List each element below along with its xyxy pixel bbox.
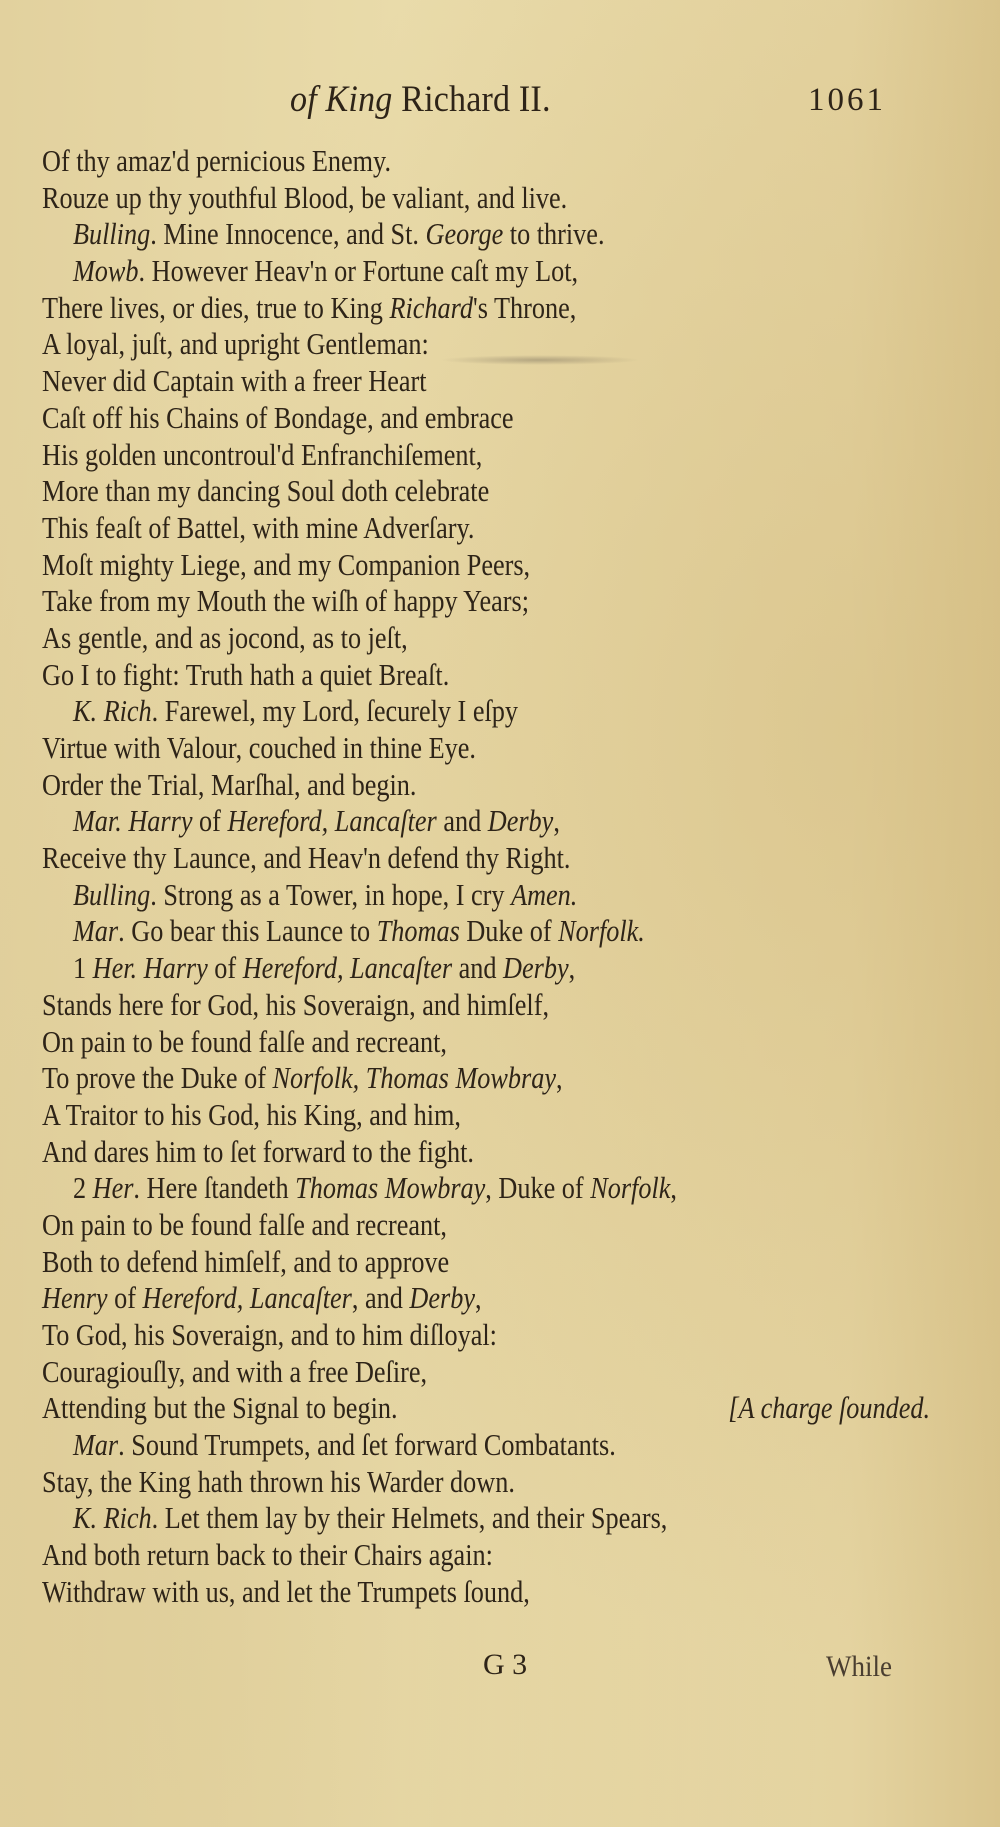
roman-text: Duke of bbox=[459, 914, 559, 949]
running-head bbox=[0, 78, 1000, 128]
roman-text: . Mine Innocence, and St. bbox=[150, 217, 426, 252]
page-number: 1061 bbox=[808, 82, 886, 118]
italic-text: Derby bbox=[487, 804, 554, 839]
text-line bbox=[42, 657, 842, 694]
text-line bbox=[42, 1244, 842, 1281]
roman-text: To God, his Soveraign, and to him diſloyal: bbox=[42, 1318, 497, 1352]
text-line bbox=[42, 437, 842, 474]
roman-text: . Let them lay by their Helmets, and their Spears, bbox=[151, 1501, 668, 1536]
text-block bbox=[42, 143, 972, 1611]
roman-text: To prove the Duke of bbox=[42, 1061, 273, 1096]
text-line bbox=[42, 1207, 842, 1244]
roman-text: Stay, the King hath thrown his Warder down. bbox=[42, 1464, 515, 1499]
text-line bbox=[42, 730, 842, 767]
text-line bbox=[42, 950, 842, 987]
text-line bbox=[42, 326, 842, 363]
text-line bbox=[42, 1390, 931, 1427]
italic-text: Thomas Mowbray bbox=[295, 1171, 486, 1206]
roman-text: Take from my Mouth the wiſh of happy Years; bbox=[42, 584, 530, 619]
roman-text: , bbox=[553, 804, 560, 839]
text-line bbox=[42, 216, 842, 253]
italic-text: Bulling bbox=[72, 217, 151, 252]
text-line bbox=[42, 1464, 842, 1501]
italic-text: Thomas bbox=[376, 914, 460, 949]
roman-text: Never did Captain with a freer Heart bbox=[42, 364, 427, 399]
text-line bbox=[42, 1537, 842, 1574]
roman-text: And dares him to ſet forward to the fight. bbox=[42, 1134, 474, 1169]
italic-text: Richard bbox=[389, 290, 474, 325]
roman-text: Stands here for God, his Soveraign, and himſelf, bbox=[42, 987, 550, 1022]
roman-text: Moſt mighty Liege, and my Companion Peers, bbox=[42, 547, 531, 582]
text-line bbox=[42, 473, 842, 510]
text-line bbox=[42, 913, 842, 950]
italic-text: Hereford, Lancaſter bbox=[227, 804, 437, 839]
text-line bbox=[42, 1097, 842, 1134]
signature-mark: G 3 bbox=[483, 1648, 528, 1681]
roman-text: of bbox=[107, 1281, 143, 1316]
text-line bbox=[42, 547, 842, 584]
text-line bbox=[42, 803, 842, 840]
text-line bbox=[42, 987, 842, 1024]
stage-direction: [A charge ſounded. bbox=[728, 1391, 931, 1426]
roman-text: . Sound Trumpets, and ſet forward Combatants. bbox=[118, 1428, 616, 1463]
italic-text: Hereford, Lancaſter bbox=[142, 1281, 352, 1316]
roman-text: Receive thy Launce, and Heav'n defend thy Right. bbox=[42, 841, 571, 876]
roman-text: Attending but the Signal to begin. bbox=[42, 1391, 398, 1426]
running-head-title-roman: Richard II. bbox=[401, 79, 551, 120]
text-line bbox=[42, 583, 842, 620]
catchword: While bbox=[826, 1650, 892, 1683]
italic-text: Mowb bbox=[72, 254, 139, 289]
roman-text: , Duke of bbox=[485, 1171, 591, 1206]
roman-text: His golden uncontroul'd Enfranchiſement, bbox=[42, 437, 483, 472]
text-line bbox=[42, 840, 842, 877]
roman-text: 1 bbox=[72, 951, 93, 986]
italic-text: Derby bbox=[503, 951, 569, 986]
page-footer bbox=[0, 1648, 1000, 1688]
text-line bbox=[42, 253, 842, 290]
roman-text: . Here ſtandeth bbox=[133, 1171, 296, 1206]
roman-text: , bbox=[568, 951, 576, 986]
roman-text: Caſt off his Chains of Bondage, and embrace bbox=[42, 400, 514, 435]
italic-text: Norfolk bbox=[590, 1171, 671, 1206]
text-line bbox=[42, 693, 842, 730]
text-line bbox=[42, 290, 842, 327]
text-line bbox=[42, 877, 842, 914]
roman-text: There lives, or dies, true to King bbox=[42, 290, 390, 325]
roman-text: . Farewel, my Lord, ſecurely I eſpy bbox=[151, 694, 519, 729]
italic-text: Hereford, Lancaſter bbox=[242, 951, 453, 986]
roman-text: On pain to be found falſe and recreant, bbox=[42, 1024, 447, 1059]
text-line bbox=[42, 1317, 842, 1354]
roman-text: Virtue with Valour, couched in thine Eye. bbox=[42, 731, 476, 765]
running-head-title-italic: of King bbox=[290, 79, 393, 120]
italic-text: Amen. bbox=[511, 877, 578, 912]
italic-text: K. Rich bbox=[72, 694, 152, 729]
roman-text: Both to defend himſelf, and to approve bbox=[42, 1244, 450, 1279]
italic-text: Norfolk. bbox=[558, 914, 645, 949]
roman-text: And both return back to their Chairs again: bbox=[42, 1538, 493, 1573]
roman-text: to thrive. bbox=[503, 217, 605, 252]
italic-text: Mar bbox=[72, 914, 119, 949]
roman-text: As gentle, and as jocond, as to jeſt, bbox=[42, 620, 408, 655]
italic-text: Her bbox=[92, 1171, 134, 1206]
text-line bbox=[42, 1280, 842, 1317]
roman-text: Rouze up thy youthful Blood, be valiant, and live. bbox=[42, 180, 568, 215]
roman-text: More than my dancing Soul doth celebrate bbox=[42, 474, 490, 509]
italic-text: George bbox=[425, 217, 504, 252]
text-line bbox=[42, 510, 842, 547]
roman-text: , bbox=[555, 1061, 563, 1096]
roman-text: and bbox=[436, 804, 488, 839]
roman-text: . Strong as a Tower, in hope, I cry bbox=[150, 877, 512, 912]
roman-text: This feaſt of Battel, with mine Adverſary. bbox=[42, 510, 475, 545]
roman-text: of bbox=[207, 951, 243, 986]
roman-text: . However Heav'n or Fortune caſt my Lot, bbox=[138, 254, 579, 289]
text-line bbox=[42, 1024, 842, 1061]
italic-text: Mar bbox=[72, 1428, 119, 1463]
italic-text: Mar. Harry bbox=[72, 804, 193, 839]
roman-text: Of thy amaz'd pernicious Enemy. bbox=[42, 144, 392, 178]
roman-text: A Traitor to his God, his King, and him, bbox=[42, 1097, 461, 1132]
text-line bbox=[42, 1427, 842, 1464]
roman-text: Order the Trial, Marſhal, and begin. bbox=[42, 767, 417, 802]
text-line bbox=[42, 363, 842, 400]
text-line bbox=[42, 1500, 842, 1537]
roman-text: A loyal, juſt, and upright Gentleman: bbox=[42, 327, 429, 362]
roman-text: , bbox=[670, 1171, 677, 1206]
text-line bbox=[42, 143, 842, 180]
roman-text: . Go bear this Launce to bbox=[118, 914, 377, 949]
italic-text: Her. Harry bbox=[92, 951, 208, 986]
text-line bbox=[42, 400, 842, 437]
roman-text: On pain to be found falſe and recreant, bbox=[42, 1207, 447, 1242]
roman-text: 's Throne, bbox=[473, 290, 577, 325]
text-line bbox=[42, 1060, 842, 1097]
text-line bbox=[42, 1170, 842, 1207]
running-head-title bbox=[290, 78, 551, 121]
roman-text: Withdraw with us, and let the Trumpets ſound, bbox=[42, 1574, 530, 1609]
roman-text: and bbox=[452, 951, 504, 986]
italic-text: Henry bbox=[42, 1281, 108, 1316]
italic-text: Derby bbox=[409, 1281, 475, 1316]
text-line bbox=[42, 1354, 842, 1391]
italic-text: K. Rich bbox=[72, 1501, 152, 1536]
text-line bbox=[42, 180, 842, 217]
roman-text: , bbox=[474, 1281, 482, 1316]
text-line bbox=[42, 767, 842, 804]
roman-text: 2 bbox=[72, 1171, 93, 1206]
roman-text: Go I to fight: Truth hath a quiet Breaſt. bbox=[42, 657, 450, 692]
text-line bbox=[42, 1134, 842, 1171]
text-line bbox=[42, 620, 842, 657]
roman-text: of bbox=[192, 804, 228, 839]
italic-text: Norfolk, Thomas Mowbray bbox=[272, 1061, 556, 1096]
text-line bbox=[42, 1574, 842, 1611]
roman-text: , and bbox=[351, 1281, 410, 1316]
roman-text: Couragiouſly, and with a free Deſire, bbox=[42, 1354, 428, 1389]
italic-text: Bulling bbox=[72, 877, 151, 912]
